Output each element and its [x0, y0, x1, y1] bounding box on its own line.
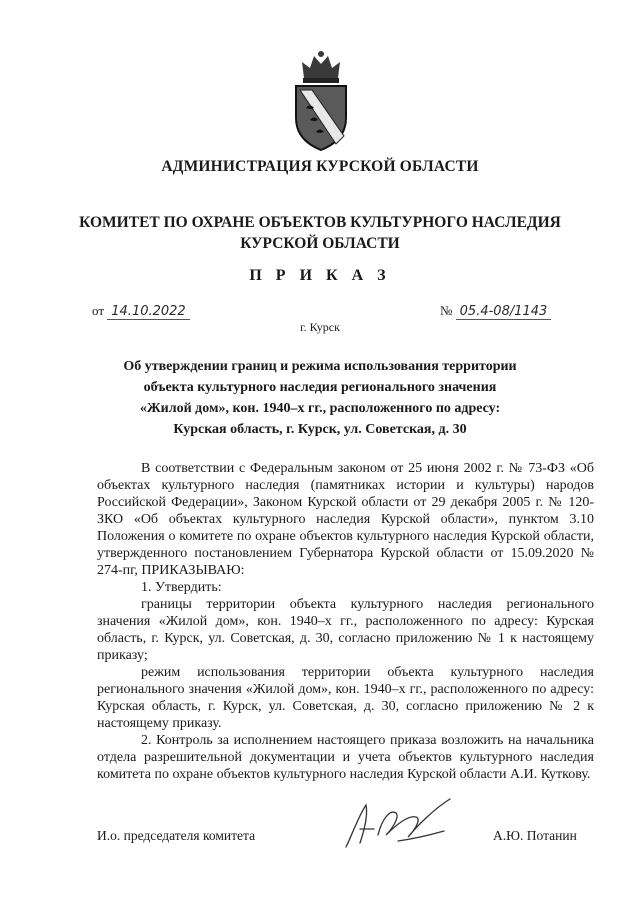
subject-line-2: объекта культурного наследия регионального значения	[143, 380, 497, 395]
paragraph-item-2: 2. Контроль за исполнением настоящего приказа возложить на начальника отдела разрешительной документации и учета объектов культурного наследия комитета по охране объектов культурного наследия Курской области А.И. Куткову.	[97, 733, 594, 782]
paragraph-legal-basis: В соответствии с Федеральным законом от 25 июня 2002 г. № 73-ФЗ «Об объектах культурного наследия (памятниках истории и культуры) народов Российской Федерации», Законом Курской области от 29 декабря 2005 г. № 120-ЗКО «Об объектах культурного наследия Курской области», пунктом 3.10 Положения о комитете по охране объектов культурного наследия Курской области, утвержденного постановлением Губернатора Курской области от 15.09.2020 № 274-пг, ПРИКАЗЫВАЮ:	[97, 461, 594, 578]
paragraph-regime: режим использования территории объекта культурного наследия регионального значения «Жилой дом», кон. 1940–х гг., расположенного по адресу: Курская область, г. Курск, ул. Советская, д. 30, согласно приложению № 2 к настоящему приказу.	[97, 665, 594, 731]
number-prefix: №	[440, 303, 453, 318]
committee-line-1: КОМИТЕТ ПО ОХРАНЕ ОБЪЕКТОВ КУЛЬТУРНОГО НАСЛЕДИЯ	[79, 214, 561, 231]
date-prefix: от	[92, 303, 105, 318]
date-handwritten: 14.10.2022	[107, 305, 189, 320]
order-body	[97, 460, 594, 783]
paragraph-item-1: 1. Утвердить:	[141, 580, 222, 595]
order-subject	[0, 356, 640, 440]
handwritten-signature	[338, 795, 458, 855]
coat-of-arms-emblem	[290, 48, 352, 152]
subject-line-1: Об утверждении границ и режима использования территории	[123, 359, 517, 374]
signer-position: И.о. председателя комитета	[97, 828, 256, 843]
committee-heading	[0, 212, 640, 254]
administration-heading: АДМИНИСТРАЦИЯ КУРСКОЙ ОБЛАСТИ	[161, 158, 479, 175]
signer-name: А.Ю. Потанин	[493, 828, 577, 843]
paragraph-boundaries: границы территории объекта культурного наследия регионального значения «Жилой дом», кон. 1940–х гг., расположенного по адресу: Курская область, г. Курск, ул. Советская, д. 30, согласно приложению № 1 к настоящему приказу;	[97, 597, 594, 663]
subject-line-3: «Жилой дом», кон. 1940–х гг., расположенного по адресу:	[139, 401, 501, 416]
number-handwritten: 05.4-08/1143	[456, 305, 552, 320]
city-line: г. Курск	[300, 320, 340, 334]
order-date	[92, 303, 190, 320]
document-type-heading: П Р И К А З	[249, 267, 391, 284]
subject-line-4: Курская область, г. Курск, ул. Советская, д. 30	[173, 422, 467, 437]
committee-line-2: КУРСКОЙ ОБЛАСТИ	[240, 235, 400, 252]
order-number	[440, 303, 551, 320]
